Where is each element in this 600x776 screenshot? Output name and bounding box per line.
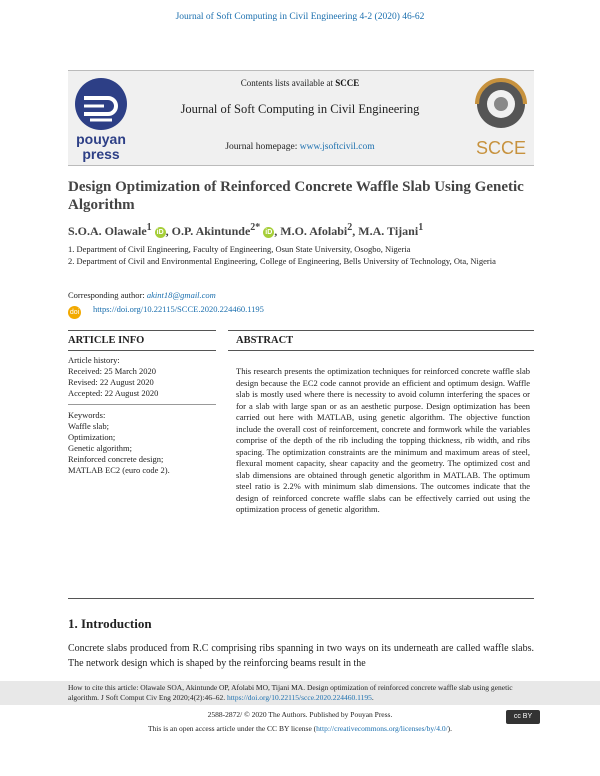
divider xyxy=(228,330,534,331)
divider xyxy=(68,350,216,351)
logo-text-top: pouyan xyxy=(76,131,126,147)
contents-brand: SCCE xyxy=(335,78,360,88)
keyword: MATLAB EC2 (euro code 2). xyxy=(68,465,170,475)
keyword: Waffle slab; xyxy=(68,421,109,431)
divider xyxy=(68,330,216,331)
abstract-text: This research presents the optimization techniques for reinforced concrete waffle slab design because the EC2 code cannot provide an efficient and optimum design. Waffle slab is mostly used where there is necessity to avoid column interfering the spaces or for a slab with large span or as an aesthetic purpose. Design optimization has been carried out here with MATLAB, using genetic algorithm. The objective function include the overall cost of reinforcement, concrete and formwork while the variables comprise of the depth of the rib including the topping thickness, rib width, and ribs spacing. The optimization constraints are the minimum and maximum areas of steel, flexural moment capacity, shear capacity and the geometry. The optimized cost and slab dimensions are obtained through genetic algorithm in MATLAB. The optimum steel ratio is 2.2% with minimum slab dimensions. The outcomes indicate that the design of reinforced concrete waffle slabs can be effectively carried out using the optimization process of genetic algorithm. xyxy=(236,366,530,514)
license-link[interactable]: http://creativecommons.org/licenses/by/4.0/ xyxy=(316,724,448,733)
received-date: Received: 25 March 2020 xyxy=(68,366,157,376)
article-history xyxy=(68,355,218,399)
history-label: Article history: xyxy=(68,355,120,365)
running-header: Journal of Soft Computing in Civil Engineering 4-2 (2020) 46-62 xyxy=(175,12,425,22)
author-name: O.P. Akintunde xyxy=(171,224,251,238)
doi-link[interactable]: https://doi.org/10.22115/SCCE.2020.224460.1195 xyxy=(93,304,264,314)
divider xyxy=(68,404,216,405)
author-list: S.O.A. Olawale$^1$ iD , O.P. Akintunde$^{2*}$ iD , M.O. Afolabi$^2$, M.A. Tijani$^1$ xyxy=(68,222,424,238)
corresponding-label: Corresponding author: xyxy=(68,290,147,300)
author-name: M.A. Tijani xyxy=(358,224,419,238)
divider xyxy=(228,350,534,351)
corresponding-author xyxy=(68,290,216,300)
doi-line xyxy=(68,304,264,319)
journal-title: Journal of Soft Computing in Civil Engineering xyxy=(180,102,420,116)
contents-prefix: Contents lists available at xyxy=(240,78,336,88)
keywords xyxy=(68,410,228,476)
doi-icon: doi xyxy=(68,306,81,319)
license-prefix: This is an open access article under the CC BY license ( xyxy=(147,724,317,733)
author-sup: 1 xyxy=(418,222,424,233)
intro-paragraph: Concrete slabs produced from R.C comprising ribs spanning in two ways on its underneath are called waffle slabs. The network design which is shaped by the reinforcing beams result in the xyxy=(68,643,534,669)
logo-text-bottom: press xyxy=(82,146,120,162)
keyword: Reinforced concrete design; xyxy=(68,454,164,464)
journal-homepage xyxy=(0,142,600,152)
keyword: Optimization; xyxy=(68,432,116,442)
affiliation-1: 1. Department of Civil Engineering, Faculty of Engineering, Osun State University, Osogbo, Nigeria xyxy=(68,244,411,254)
cite-label: How to cite this article: xyxy=(68,683,141,692)
affiliation-2: 2. Department of Civil and Environmental Engineering, College of Engineering, Bells University of Technology, Ota, Nigeria xyxy=(68,256,496,266)
author-sup: 2* xyxy=(250,222,261,233)
cite-body: Olawale SOA, Akintunde OP, Afolabi MO, Tijani MA. Design optimization of reinforced concrete waffle slab using genetic algorithm. J Soft Comput Civ Eng 2020;4(2):46–62. xyxy=(68,683,513,702)
accepted-date: Accepted: 22 August 2020 xyxy=(68,388,159,398)
logo-text: SCCE xyxy=(475,138,527,158)
corresponding-email[interactable]: akint18@gmail.com xyxy=(146,290,216,300)
author-name: M.O. Afolabi xyxy=(280,224,348,238)
revised-date: Revised: 22 August 2020 xyxy=(68,377,154,387)
license-suffix: ). xyxy=(447,724,453,733)
keywords-label: Keywords: xyxy=(68,410,106,420)
cite-doi-link[interactable]: https://doi.org/10.22115/scce.2020.224460.1195 xyxy=(226,693,372,702)
cite-end: . xyxy=(371,693,374,702)
orcid-icon[interactable]: iD xyxy=(265,229,273,236)
cc-by-badge-icon[interactable]: cc BY xyxy=(506,710,540,724)
contents-line xyxy=(0,78,600,88)
author-name: S.O.A. Olawale xyxy=(68,224,147,238)
section-heading: 1. Introduction xyxy=(68,616,152,631)
abstract-heading: ABSTRACT xyxy=(236,335,294,346)
orcid-icon[interactable]: iD xyxy=(156,229,164,236)
article-title: Design Optimization of Reinforced Concrete Waffle Slab Using Genetic Algorithm xyxy=(68,179,524,213)
copyright-line: 2588-2872/ © 2020 The Authors. Published by Pouyan Press. xyxy=(207,710,393,719)
keyword: Genetic algorithm; xyxy=(68,443,132,453)
license-line xyxy=(0,724,600,733)
citation-text xyxy=(68,683,538,703)
divider xyxy=(68,598,534,599)
homepage-link[interactable]: www.jsoftcivil.com xyxy=(299,142,375,152)
homepage-label: Journal homepage: xyxy=(225,142,300,152)
author-sup: 2 xyxy=(347,222,353,233)
author-sup: 1 xyxy=(146,222,152,233)
article-info-heading: ARTICLE INFO xyxy=(68,335,145,346)
